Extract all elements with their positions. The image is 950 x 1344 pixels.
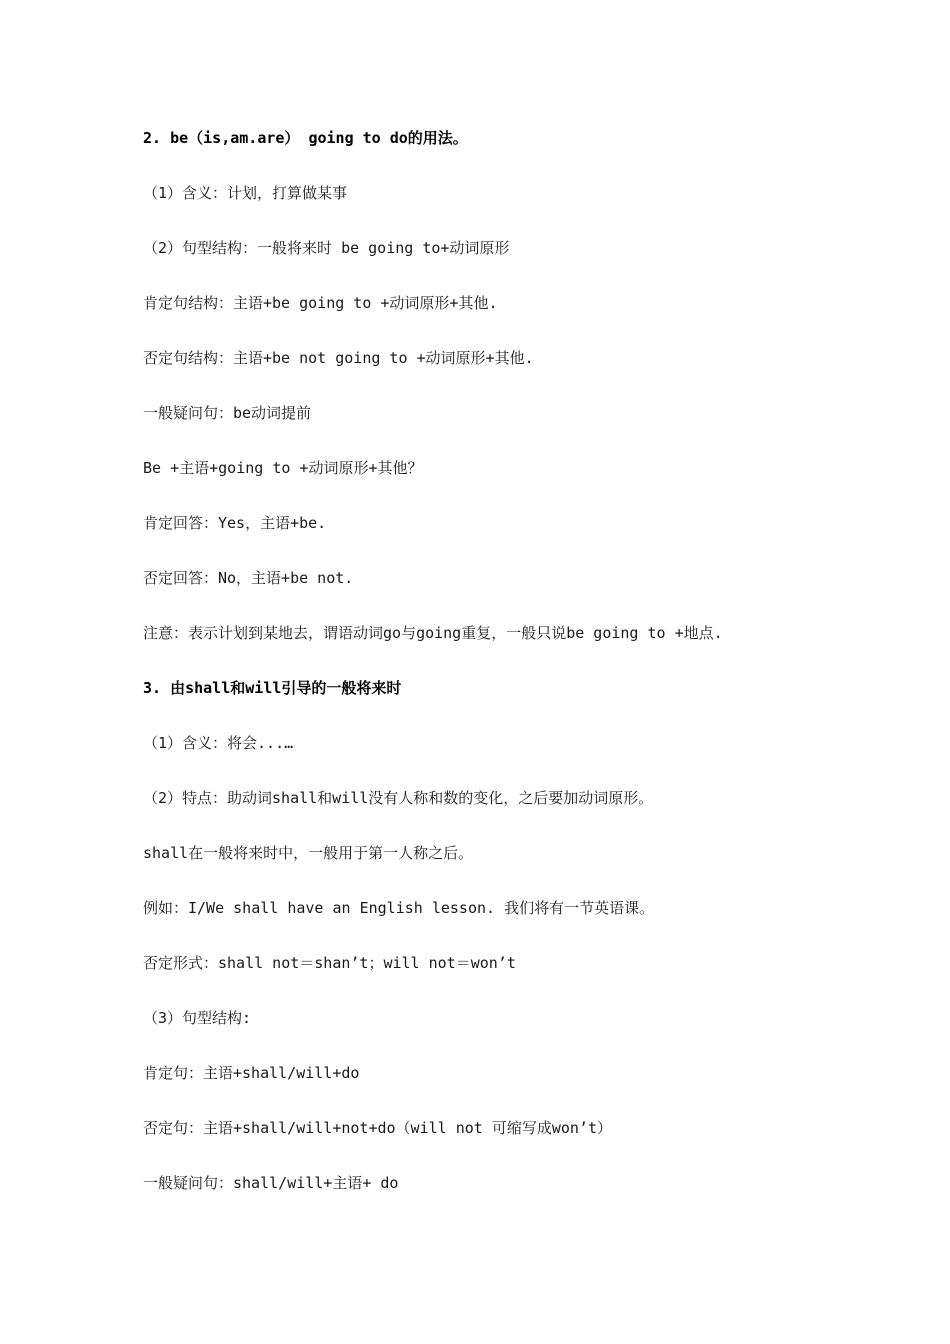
paragraph-line: 一般疑问句：be动词提前 bbox=[143, 404, 312, 422]
paragraph-line: 否定句：主语+shall/will+not+do（will not 可缩写成won’t） bbox=[143, 1119, 612, 1137]
paragraph-line: 否定形式：shall not＝shan’t；will not＝won’t bbox=[143, 954, 516, 972]
paragraph-line: 肯定句：主语+shall/will+do bbox=[143, 1064, 360, 1082]
paragraph-line: （1）含义：计划，打算做某事 bbox=[143, 184, 348, 202]
paragraph-line: （3）句型结构: bbox=[143, 1009, 252, 1027]
paragraph-line: 否定句结构：主语+be not going to +动词原形+其他. bbox=[143, 349, 534, 367]
paragraph-line: （2）句型结构：一般将来时 be going to+动词原形 bbox=[143, 239, 510, 257]
section-heading-shall-will: 3. 由shall和will引导的一般将来时 bbox=[143, 679, 402, 697]
paragraph-line: 一般疑问句：shall/will+主语+ do bbox=[143, 1174, 399, 1192]
section-heading-be-going-to: 2. be（is,am.are） going to do的用法。 bbox=[143, 129, 468, 147]
paragraph-line: Be +主语+going to +动词原形+其他？ bbox=[143, 459, 423, 477]
paragraph-line: 注意：表示计划到某地去，谓语动词go与going重复，一般只说be going to +地点. bbox=[143, 624, 723, 642]
paragraph-line: 肯定回答：Yes，主语+be. bbox=[143, 514, 327, 532]
paragraph-line: （2）特点：助动词shall和will没有人称和数的变化，之后要加动词原形。 bbox=[143, 789, 654, 807]
paragraph-line: （1）含义：将会...… bbox=[143, 734, 294, 752]
paragraph-line: shall在一般将来时中，一般用于第一人称之后。 bbox=[143, 844, 474, 862]
paragraph-line: 例如：I/We shall have an English lesson. 我们将有一节英语课。 bbox=[143, 899, 655, 917]
paragraph-line: 否定回答：No，主语+be not. bbox=[143, 569, 354, 587]
paragraph-line: 肯定句结构：主语+be going to +动词原形+其他. bbox=[143, 294, 498, 312]
